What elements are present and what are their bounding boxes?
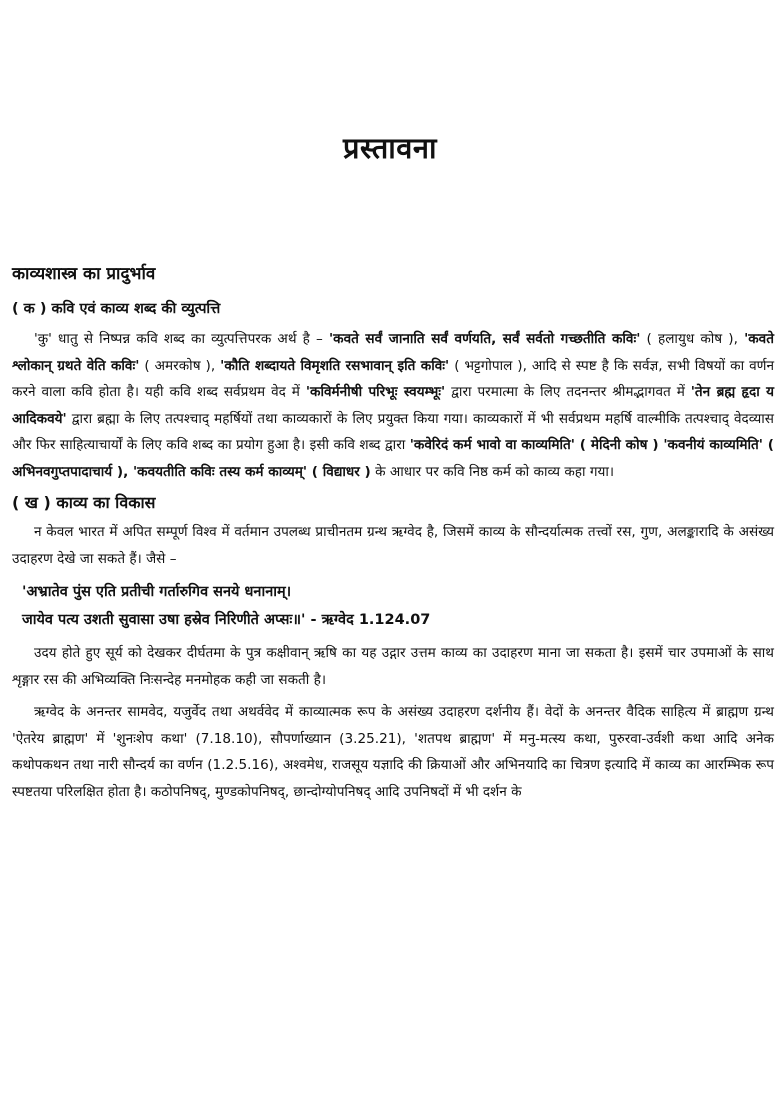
- verse-text: जायेव पत्य उशती सुवासा उषा हस्रेव निरिणीते अप्सः॥': [22, 612, 306, 628]
- subsection-heading-b: ( ख ) काव्य का विकास: [12, 493, 156, 512]
- paragraph-vedic-literature: ऋग्वेद के अनन्तर सामवेद, यजुर्वेद तथा अथर्ववेद में काव्यात्मक रूप के असंख्य उदाहरण दर्शनीय हैं। वेदों के अनन्तर वैदिक साहित्य में ब्राह्मण ग्रन्थ 'ऐतरेय ब्राह्मण' में 'शुनःशेप कथा' (7.18.10), सौपर्णाख्यान (3.25.21), 'शतपथ ब्राह्मण' में मनु-मत्स्य कथा, पुरुरवा-उर्वशी कथा आदि अनेक कथोपकथन तथा नारी सौन्दर्य का वर्णन (1.2.5.16), अश्वमेध, राजसूय यज्ञादि की क्रियाओं और अभिनयादि का चित्रण इत्यादि में काव्य का आरम्भिक रूप स्पष्टतया परिलक्षित होता है। कठोपनिषद्, मुण्डकोपनिषद्, छान्दोग्योपनिषद् आदि उपनिषदों में भी दर्शन के: [12, 704, 774, 800]
- section-heading: काव्यशास्त्र का प्रादुर्भाव: [12, 264, 156, 284]
- text-run: ( भट्टगोपाल ), आदि से स्पष्ट है कि सर्वज्ञ, सभी विषयों का वर्णन करने वाला कवि होता है। यही कवि शब्द सर्वप्रथम वेद में: [12, 357, 774, 400]
- paragraph-sunrise: उदय होते हुए सूर्य को देखकर दीर्घतमा के पुत्र कक्षीवान् ऋषि का यह उद्गार उत्तम काव्य का उदाहरण माना जा सकता है। इसमें चार उपमाओं के साथ शृङ्गार रस की अभिव्यक्ति निःसन्देह मनमोहक कही जा सकती है।: [12, 645, 774, 688]
- verse-line-2: [22, 606, 774, 634]
- text-run: के आधार पर कवि निष्ठ कर्म को काव्य कहा गया।: [370, 463, 615, 480]
- text-run: द्वारा परमात्मा के लिए तदनन्तर श्रीमद्भागवत में: [445, 384, 691, 400]
- quote-run: 'कवते सर्वं जानाति सर्वं वर्णयति, सर्वं सर्वतो गच्छतीति कविः': [328, 331, 641, 347]
- text-run: 'कु' धातु से निष्पन्न कवि शब्द का व्युत्पत्तिपरक अर्थ है –: [34, 331, 329, 347]
- quote-run: 'तेन ब्रह्म हृदा य आदिकवये': [12, 384, 775, 427]
- text-run: ( अमरकोष ),: [139, 357, 221, 374]
- main-content: [12, 262, 774, 811]
- verse-quote: [22, 578, 774, 634]
- text-run: द्वारा ब्रह्मा के लिए तत्पश्चाद् महर्षियों तथा काव्यकारों के लिए प्रयुक्त किया गया। काव्यकारों में भी सर्वप्रथम महर्षि वाल्मीकि तत्पश्चाद् वेदव्यास और फिर साहित्याचार्यों के लिए कवि शब्द का प्रयोग हुआ है। इसी कवि शब्द द्वारा: [12, 410, 774, 453]
- text-run: ( हलायुध कोष ),: [640, 331, 745, 347]
- subsection-heading-a: ( क ) कवि एवं काव्य शब्द की व्युत्पत्ति: [12, 301, 221, 317]
- quote-run: 'कविर्मनीषी परिभूः स्वयम्भूः': [305, 384, 446, 400]
- verse-reference: - ऋग्वेद 1.124.07: [305, 612, 431, 628]
- verse-line-1: 'अभ्रातेव पुंस एति प्रतीची गर्तारुगिव सनये धनानाम्।: [22, 584, 292, 600]
- quote-run: 'कौति शब्दायते विमृशति रसभावान् इति कविः': [220, 357, 450, 374]
- paragraph-development: न केवल भारत में अपित सम्पूर्ण विश्व में वर्तमान उपलब्ध प्राचीनतम ग्रन्थ ऋग्वेद है, जिसमें काव्य के सौन्दर्यात्मक तत्त्वों रस, गुण, अलङ्कारादि के असंख्य उदाहरण देखे जा सकते हैं। जैसे –: [12, 524, 774, 567]
- quote-run: 'कवेरिदं कर्म भावो वा काव्यमिति' ( मेदिनी कोष ) 'कवनीयं काव्यमिति' ( अभिनवगुप्तपादाचार्य ), 'कवयतीति कविः तस्य कर्म काव्यम्' ( विद्याधर ): [12, 437, 774, 480]
- quote-run: 'कवते श्लोकान् ग्रथते वेति कविः': [12, 331, 774, 374]
- page-title: प्रस्तावना: [342, 131, 438, 165]
- paragraph-etymology: [12, 326, 774, 485]
